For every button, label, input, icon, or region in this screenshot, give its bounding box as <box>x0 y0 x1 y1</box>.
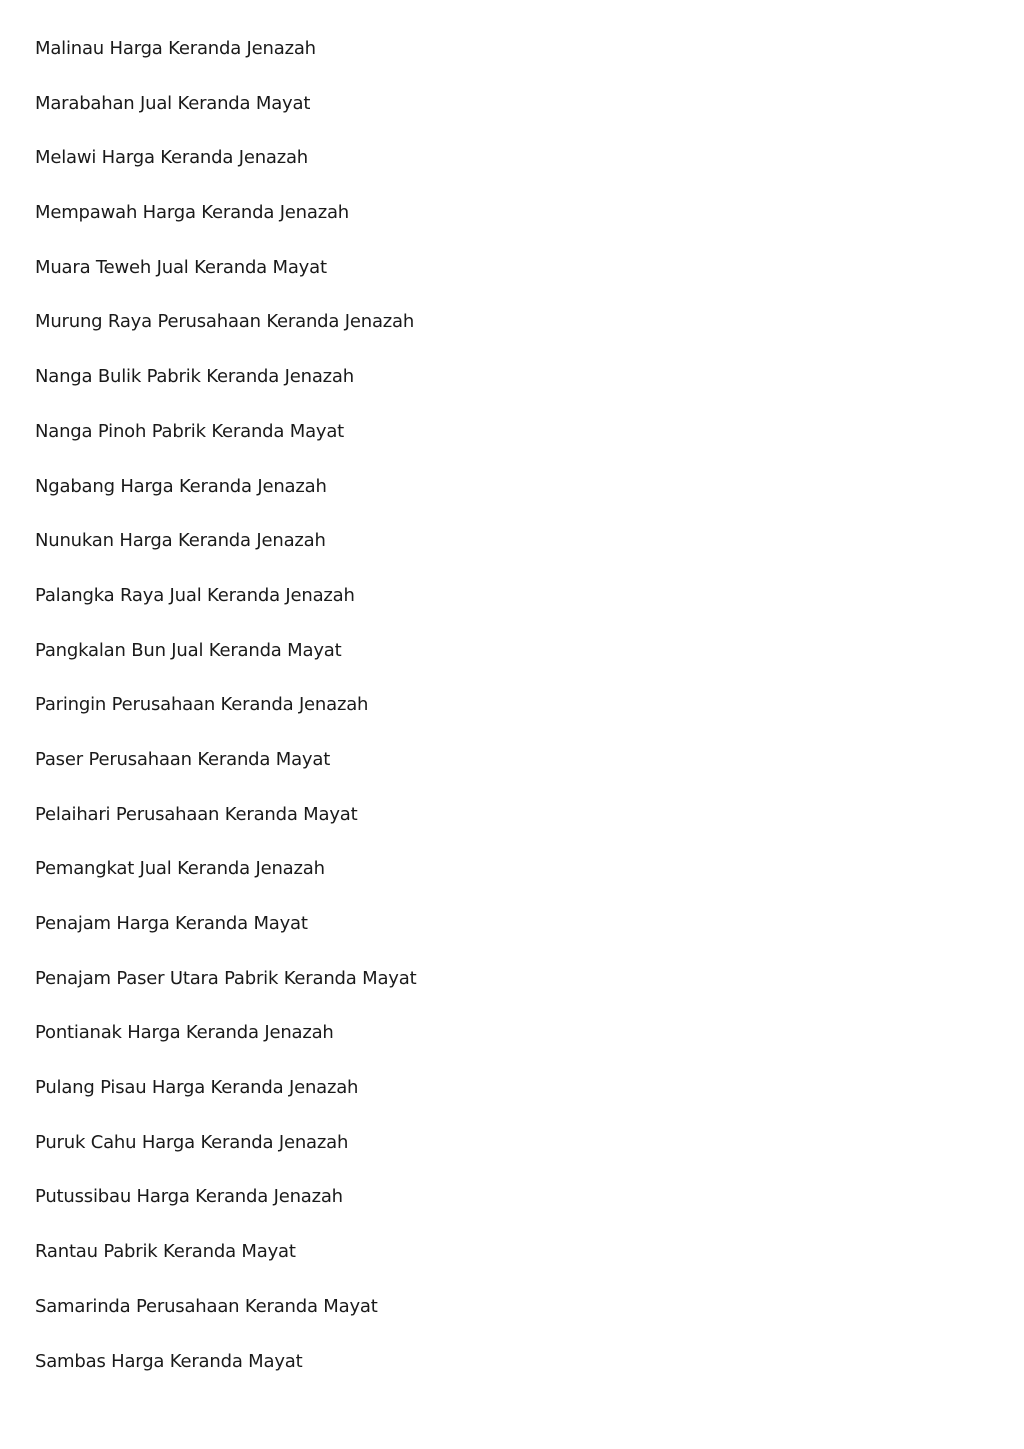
location-list <box>35 36 416 1403</box>
list-item: Samarinda Perusahaan Keranda Mayat <box>35 1295 378 1317</box>
list-item: Penajam Paser Utara Pabrik Keranda Mayat <box>35 967 417 989</box>
list-item: Pulang Pisau Harga Keranda Jenazah <box>35 1077 359 1099</box>
list-item: Penajam Harga Keranda Mayat <box>35 913 308 934</box>
list-item: Murung Raya Perusahaan Keranda Jenazah <box>35 311 415 333</box>
list-item: Muara Teweh Jual Keranda Mayat <box>35 256 327 278</box>
list-item: Pemangkat Jual Keranda Jenazah <box>35 858 325 880</box>
list-item: Nunukan Harga Keranda Jenazah <box>35 530 326 552</box>
list-item: Pelaihari Perusahaan Keranda Mayat <box>35 803 358 825</box>
list-item: Marabahan Jual Keranda Mayat <box>35 92 311 114</box>
list-item: Melawi Harga Keranda Jenazah <box>35 147 309 169</box>
list-item: Ngabang Harga Keranda Jenazah <box>35 475 327 497</box>
list-item: Nanga Bulik Pabrik Keranda Jenazah <box>35 366 354 388</box>
list-item: Paringin Perusahaan Keranda Jenazah <box>35 694 369 716</box>
list-item: Malinau Harga Keranda Jenazah <box>35 38 316 59</box>
list-item: Sambas Harga Keranda Mayat <box>35 1350 303 1372</box>
list-item: Rantau Pabrik Keranda Mayat <box>35 1241 296 1263</box>
list-item: Puruk Cahu Harga Keranda Jenazah <box>35 1131 349 1153</box>
list-item: Paser Perusahaan Keranda Mayat <box>35 748 331 770</box>
list-item: Nanga Pinoh Pabrik Keranda Mayat <box>35 420 345 442</box>
list-item: Putussibau Harga Keranda Jenazah <box>35 1186 343 1208</box>
list-item: Mempawah Harga Keranda Jenazah <box>35 202 350 224</box>
list-item: Pangkalan Bun Jual Keranda Mayat <box>35 639 342 661</box>
list-item: Pontianak Harga Keranda Jenazah <box>35 1022 334 1044</box>
list-item: Palangka Raya Jual Keranda Jenazah <box>35 584 355 606</box>
